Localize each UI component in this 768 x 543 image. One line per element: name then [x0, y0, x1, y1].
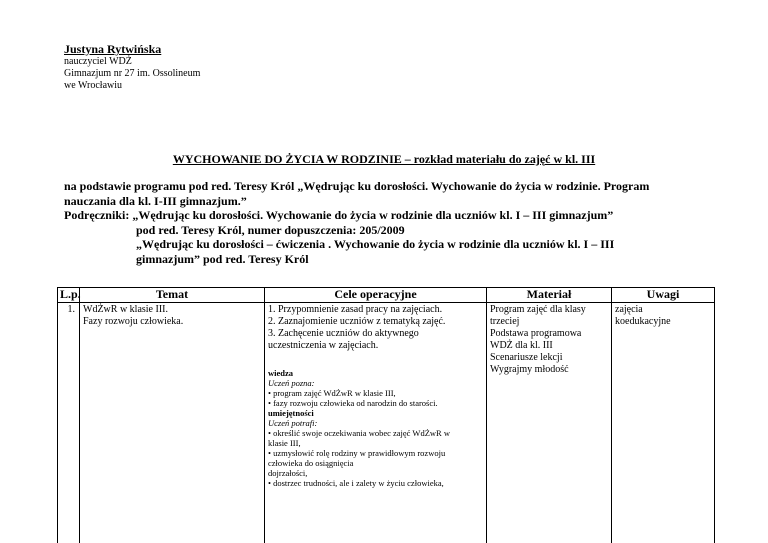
- header-cele: Cele operacyjne: [265, 288, 487, 303]
- cele-line-3: 3. Zachęcenie uczniów do aktywnego: [268, 328, 419, 339]
- intro-line-1: na podstawie programu pod red. Teresy Król „Wędrując ku dorosłości. Wychowanie do życia w rodzinie. Program: [64, 179, 650, 193]
- row-uwagi: [612, 303, 715, 543]
- table-header-row: [58, 288, 715, 303]
- intro-line-6: gimnazjum” pod red. Teresy Król: [136, 251, 309, 266]
- row-lp: 1.: [58, 303, 80, 543]
- material-line-5: Scenariusze lekcji: [490, 352, 563, 363]
- cele-line-4: uczestniczenia w zajęciach.: [268, 340, 379, 351]
- row-temat: [80, 303, 265, 543]
- intro-line-5: „Wędrując ku dorosłości – ćwiczenia . Wychowanie do życia w rodzinie dla uczniów kl. I – III: [136, 237, 615, 251]
- header-lp: L.p.: [58, 288, 80, 303]
- intro-paragraph: [64, 179, 734, 266]
- intro-line-2: nauczania dla kl. I-III gimnazjum.”: [64, 193, 247, 208]
- uczen-pozna: Uczeń pozna:: [268, 378, 315, 388]
- material-line-2: trzeciej: [490, 316, 520, 327]
- umiejetnosc-item-1: • określić swoje oczekiwania wobec zajęć WdŻwR w: [268, 428, 450, 438]
- header-uwagi: Uwagi: [612, 288, 715, 303]
- author-name: Justyna Rytwińska: [64, 42, 162, 56]
- uczen-potrafi: Uczeń potrafi:: [268, 418, 318, 428]
- author-school: Gimnazjum nr 27 im. Ossolineum: [64, 68, 201, 79]
- material-line-6: Wygrajmy młodość: [490, 364, 569, 375]
- header-material: Materiał: [487, 288, 612, 303]
- spacer: [268, 352, 483, 368]
- umiejetnosci-heading: umiejętności: [268, 408, 314, 418]
- row-cele: [265, 303, 487, 543]
- uwagi-line-2: koedukacyjne: [615, 316, 671, 327]
- material-line-4: WDŻ dla kl. III: [490, 340, 553, 351]
- material-line-1: Program zajęć dla klasy: [490, 304, 586, 315]
- row-material: [487, 303, 612, 543]
- author-role: nauczyciel WDŻ: [64, 56, 132, 67]
- document-title: WYCHOWANIE DO ŻYCIA W RODZINIE – rozkład materiału do zajęć w kl. III: [172, 152, 596, 166]
- umiejetnosc-item-2-cont2: dojrzałości,: [268, 468, 308, 478]
- umiejetnosc-item-2: • uzmysłowić rolę rodziny w prawidłowym rozwoju: [268, 448, 446, 458]
- umiejetnosc-item-3: • dostrzec trudności, ale i zalety w życiu człowieka,: [268, 478, 444, 488]
- material-line-3: Podstawa programowa: [490, 328, 582, 339]
- cele-line-1: 1. Przypomnienie zasad pracy na zajęciach.: [268, 304, 443, 315]
- intro-line-4: pod red. Teresy Król, numer dopuszczenia: 205/2009: [136, 222, 405, 237]
- wiedza-item-1: • program zajęć WdŻwR w klasie III,: [268, 388, 396, 398]
- temat-line-2: Fazy rozwoju człowieka.: [83, 316, 184, 327]
- header-temat: Temat: [80, 288, 265, 303]
- wiedza-item-2: • fazy rozwoju człowieka od narodzin do starości.: [268, 398, 438, 408]
- author-city: we Wrocławiu: [64, 80, 123, 91]
- wiedza-heading: wiedza: [268, 368, 294, 378]
- table-row: [58, 303, 715, 543]
- umiejetnosc-item-1-cont: klasie III,: [268, 438, 301, 448]
- cele-line-2: 2. Zaznajomienie uczniów z tematyką zajęć.: [268, 316, 446, 327]
- intro-line-3: Podręczniki: „Wędrując ku dorosłości. Wychowanie do życia w rodzinie dla uczniów kl. I – III gimnazjum”: [64, 208, 614, 222]
- umiejetnosc-item-2-cont: człowieka do osiągnięcia: [268, 458, 354, 468]
- temat-line-1: WdŻwR w klasie III.: [83, 304, 168, 315]
- lesson-plan-table: [57, 287, 715, 543]
- uwagi-line-1: zajęcia: [615, 304, 643, 315]
- author-block: [64, 42, 200, 92]
